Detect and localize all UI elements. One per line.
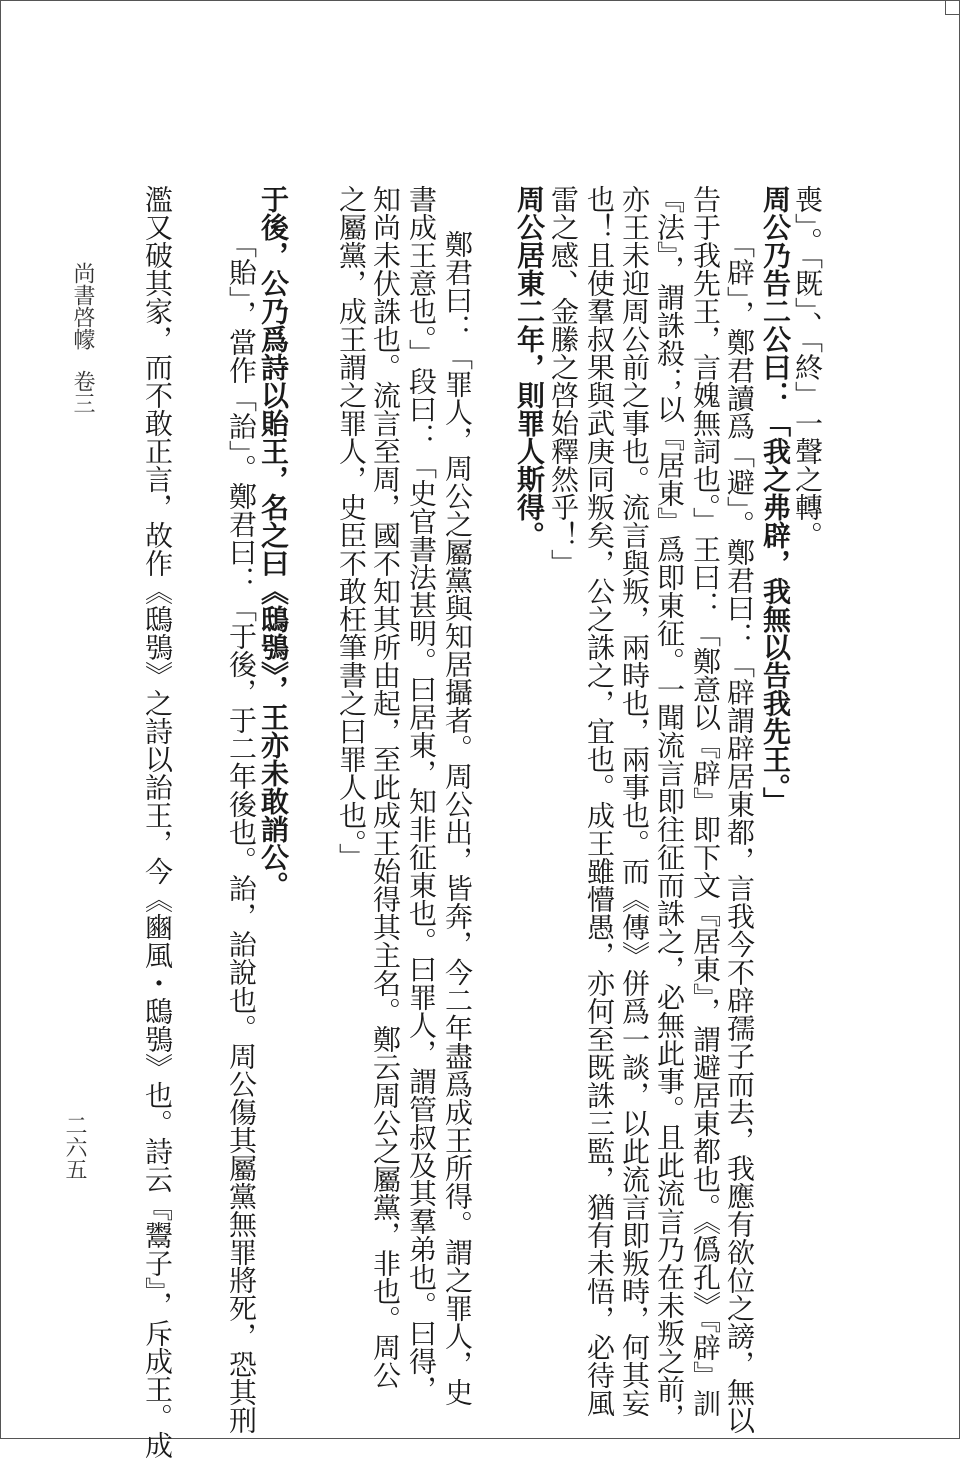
text-column-2: 周公乃告二公曰：「我之弗辟，我無以告我先王。」 bbox=[759, 185, 792, 815]
text-column-9: 周公居東二年，則罪人斯得。 bbox=[513, 185, 546, 549]
text-column-7: 也！且使羣叔果與武庚同叛矣，公之誅之，宜也。成王雖懵愚，亦何至既誅三監，猶有未悟，必待風 bbox=[583, 185, 616, 1417]
text-column-4: 告于我先王，言媿無詞也。」王曰：「鄭意以『辟』即下文『居東』，謂避居東都也。《僞孔》『辟』訓 bbox=[689, 185, 722, 1417]
text-column-14: 于後，公乃爲詩以貽王，名之曰《鴟鴞》，王亦未敢誚公。 bbox=[257, 185, 290, 899]
text-column-11: 書成王意也。」段曰：「史官書法甚明。曰居東，知非征東也。曰罪人，謂管叔及其羣弟也。曰得， bbox=[405, 185, 438, 1403]
text-column-5: 『法』，謂誅殺；以『居東』爲即東征。一聞流言即往征而誅之，必無此事。且此流言乃在未叛之前， bbox=[653, 185, 686, 1431]
text-column-16: 濫又破其家，而不敢正言，故作《鴟鴞》之詩以詒王，今《豳風・鴟鴞》也。詩云『鬻子』，斥成王。成 bbox=[141, 185, 174, 1459]
page-corner-mark bbox=[945, 0, 960, 15]
text-column-1: 喪」。「既」、「終」一聲之轉。 bbox=[791, 185, 824, 549]
running-head bbox=[58, 262, 98, 414]
text-column-8: 雷之感、金縢之啓始釋然乎！」 bbox=[547, 185, 580, 577]
text-column-10: 鄭君曰：「罪人，周公之屬黨與知居攝者。周公出，皆奔，今二年盡爲成王所得。謂之罪人，史 bbox=[441, 230, 474, 1406]
text-column-12: 知尚未伏誅也。流言至周，國不知其所由起，至此成王始得其主名。鄭云周公之屬黨，非也。周公 bbox=[369, 185, 402, 1389]
text-column-13: 之屬黨，成王謂之罪人，史臣不敢枉筆書之曰罪人也。」 bbox=[335, 185, 368, 871]
text-column-6: 亦王未迎周公前之事也。流言與叛，兩時也，兩事也。而《傳》併爲一談，以此流言即叛時，何其妄 bbox=[618, 185, 651, 1417]
text-column-15: 「貽」，當作「詒」。鄭君曰：「于後，于二年後也。詒，詒說也。周公傷其屬黨無罪將死，恐其刑 bbox=[225, 230, 258, 1434]
page-number: 二六五 bbox=[62, 1114, 87, 1180]
text-column-3: 「辟」，鄭君讀爲「避」。鄭君曰：「辟謂辟居東都，言我今不辟孺子而去，我應有欲位之謗，無以 bbox=[723, 230, 756, 1434]
book-title: 尚書啓幪 bbox=[70, 262, 95, 350]
volume-label: 卷三 bbox=[70, 370, 95, 414]
